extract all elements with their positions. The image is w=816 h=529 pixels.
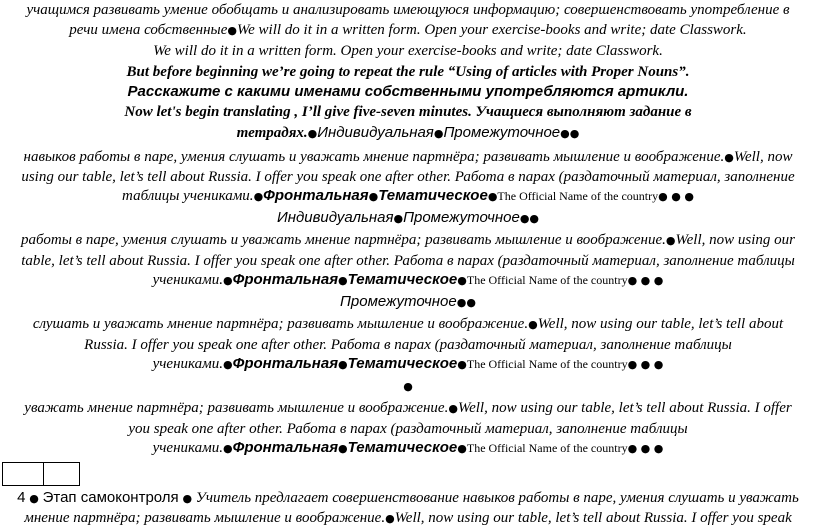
text-line: Russia. I offer you speak one after other. Работа в парах (раздаточный материал, заполнение таблицы <box>84 337 732 353</box>
bullet-icon: ● <box>457 442 467 455</box>
text-line: But before beginning we’re going to repeat the rule “Using of articles with Proper Nouns”. <box>126 64 690 80</box>
bullet-icon: ● ● ● <box>627 442 664 455</box>
table-fragment <box>2 462 80 486</box>
text-line: тетрадях.●Индивидуальная●Промежуточное●● <box>236 124 580 141</box>
text-line: уважать мнение партнёра; развивать мышление и воображение.●Well, now using our table, let’s tell about Russia. I offer <box>24 400 792 416</box>
bullet-icon: ● <box>307 127 318 140</box>
text-line: Индивидуальная●Промежуточное●● <box>276 209 540 226</box>
text-line: table, let’s tell about Russia. I offer you speak one after other. Работа в парах (раздаточный материал, заполнение таблицы <box>21 253 795 269</box>
text-line <box>0 376 816 397</box>
bullet-icon: ● <box>448 402 458 415</box>
bullet-icon: ●● <box>560 127 580 140</box>
bullet-icon: ● <box>182 492 193 505</box>
bullet-icon: ● <box>393 212 404 225</box>
bullet-icon: ● <box>665 234 676 247</box>
text-line: учениками.●Фронтальная●Тематическое●The Official Name of the country● ● ● <box>152 355 664 372</box>
bullet-icon: ●● <box>456 296 476 309</box>
bullet-icon: ● <box>528 318 538 331</box>
text-line: слушать и уважать мнение партнёра; развивать мышление и воображение.●Well, now using our table, let’s tell about <box>32 316 784 332</box>
table-divider <box>43 463 44 485</box>
bullet-icon: ● <box>457 358 467 371</box>
bullet-icon: ● <box>338 358 348 371</box>
bullet-icon: ● <box>457 274 467 287</box>
text-line: Промежуточное●● <box>340 293 476 310</box>
bullet-icon: ● <box>487 190 498 203</box>
bullet-icon: ● <box>223 358 233 371</box>
bullet-icon: ● <box>253 190 264 203</box>
text-line: учащимся развивать умение обобщать и анализировать имеющуюся информацию; совершенствовать употребление в <box>26 2 790 18</box>
text-line: Now let's begin translating , I’ll give five-seven minutes. Учащиеся выполняют задание в <box>124 104 692 120</box>
bullet-icon: ● <box>433 127 444 140</box>
bullet-icon: ● <box>724 151 734 164</box>
text-line: таблицы учениками.●Фронтальная●Тематическое●The Official Name of the country● ● ● <box>122 187 694 204</box>
bullet-icon: ● ● ● <box>627 274 664 287</box>
bullet-icon: ● <box>223 274 233 287</box>
text-line: using our table, let’s tell about Russia. I offer you speak one after other. Работа в парах (раздаточный материал, заполнение <box>21 169 795 185</box>
bullet-icon: ● <box>368 190 379 203</box>
text-line: мнение партнёра; развивать мышление и воображение.●Well, now using our table, let’s tell about Russia. I offer you speak <box>24 510 792 526</box>
bullet-icon: ● <box>338 274 348 287</box>
bullet-icon: ● <box>403 380 413 393</box>
bullet-icon: ● ● ● <box>627 358 664 371</box>
bullet-icon: ● ● ● <box>658 190 694 203</box>
bullet-icon: ● <box>338 442 348 455</box>
text-line: речи имена собственные●We will do it in a written form. Open your exercise-books and write; date Classwork. <box>69 22 747 38</box>
text-line: you speak one after other. Работа в парах (раздаточный материал, заполнение таблицы <box>128 421 688 437</box>
bullet-icon: ● <box>29 492 39 505</box>
bullet-icon: ● <box>227 24 237 37</box>
bullet-icon: ● <box>385 512 395 525</box>
text-line: работы в паре, умения слушать и уважать мнение партнёра; развивать мышление и воображение.●Well, now using our <box>21 232 795 248</box>
text-line: We will do it in a written form. Open your exercise-books and write; date Classwork. <box>153 43 663 59</box>
bullet-icon: ●● <box>519 212 540 225</box>
text-line: 4 ● Этап самоконтроля ● Учитель предлагает совершенствование навыков работы в паре, умения слушать и уважать <box>17 489 799 506</box>
text-line: навыков работы в паре, умения слушать и уважать мнение партнёра; развивать мышление и воображение.●Well, now <box>23 149 793 165</box>
text-line: учениками.●Фронтальная●Тематическое●The Official Name of the country● ● ● <box>152 271 664 288</box>
text-line: учениками.●Фронтальная●Тематическое●The Official Name of the country● ● ● <box>152 439 664 456</box>
text-line: Расскажите с какими именами собственными употребляются артикли. <box>127 83 689 100</box>
bullet-icon: ● <box>223 442 233 455</box>
